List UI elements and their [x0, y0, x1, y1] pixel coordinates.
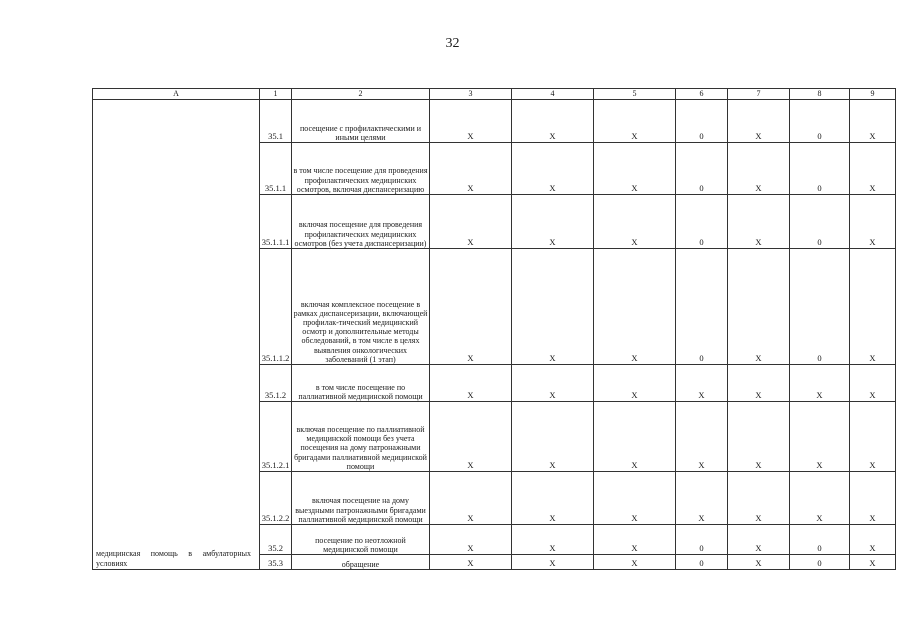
row-name: в том числе посещение для проведения профилактических медицинских осмотров, включая диспансеризацию — [292, 143, 430, 195]
column-header: А — [93, 89, 260, 100]
value-cell: Х — [430, 472, 512, 525]
value-cell: 0 — [790, 555, 850, 570]
value-cell: Х — [850, 195, 896, 249]
column-header: 2 — [292, 89, 430, 100]
value-cell: Х — [728, 365, 790, 402]
page-number: 32 — [445, 36, 460, 51]
row-code: 35.1.1 — [260, 143, 292, 195]
value-cell: Х — [728, 525, 790, 555]
value-cell: Х — [594, 249, 676, 365]
row-name: включая посещение для проведения профилактических медицинских осмотров (без учета диспансеризации) — [292, 195, 430, 249]
value-cell: Х — [512, 555, 594, 570]
value-cell: Х — [676, 365, 728, 402]
value-cell: Х — [594, 365, 676, 402]
value-cell: Х — [430, 555, 512, 570]
value-cell: Х — [594, 195, 676, 249]
value-cell: Х — [512, 525, 594, 555]
column-header: 5 — [594, 89, 676, 100]
row-name: включая посещение на дому выездными патронажными бригадами паллиативной медицинской помощи — [292, 472, 430, 525]
value-cell: Х — [594, 525, 676, 555]
column-header: 1 — [260, 89, 292, 100]
value-cell: 0 — [676, 195, 728, 249]
value-cell: Х — [728, 555, 790, 570]
value-cell: Х — [512, 143, 594, 195]
value-cell: Х — [850, 472, 896, 525]
value-cell: Х — [512, 100, 594, 143]
value-cell: Х — [850, 143, 896, 195]
row-code: 35.2 — [260, 525, 292, 555]
header-row — [93, 89, 896, 100]
row-name: включая комплексное посещение в рамках диспансеризации, включающей профилак-тический медицинский осмотр и дополнительные методы обследований, в том числе в целях выявления онкологических заболеваний (1 этап) — [292, 249, 430, 365]
column-header: 4 — [512, 89, 594, 100]
value-cell: Х — [594, 100, 676, 143]
value-cell: Х — [430, 100, 512, 143]
value-cell: Х — [430, 143, 512, 195]
column-header: 6 — [676, 89, 728, 100]
value-cell: 0 — [790, 100, 850, 143]
value-cell: Х — [850, 249, 896, 365]
section-label: медицинская помощь в амбулаторных условиях — [96, 549, 251, 568]
value-cell: 0 — [676, 249, 728, 365]
value-cell: 0 — [790, 143, 850, 195]
value-cell: Х — [728, 100, 790, 143]
row-name: включая посещение по паллиативной медицинской помощи без учета посещения на дому патронажными бригадами паллиативной медицинской помощи — [292, 402, 430, 472]
column-header: 3 — [430, 89, 512, 100]
value-cell: Х — [512, 195, 594, 249]
row-name: в том числе посещение по паллиативной медицинской помощи — [292, 365, 430, 402]
value-cell: 0 — [790, 525, 850, 555]
value-cell: 0 — [676, 525, 728, 555]
table-row — [93, 100, 896, 143]
value-cell: 0 — [676, 143, 728, 195]
value-cell: Х — [728, 195, 790, 249]
row-code: 35.1.2.1 — [260, 402, 292, 472]
data-table — [92, 88, 896, 570]
value-cell: Х — [594, 143, 676, 195]
row-name: обращение — [292, 555, 430, 570]
value-cell: Х — [728, 402, 790, 472]
row-name: посещение с профилактическими и иными целями — [292, 100, 430, 143]
value-cell: Х — [850, 365, 896, 402]
value-cell: 0 — [790, 249, 850, 365]
value-cell: Х — [594, 402, 676, 472]
column-header: 9 — [850, 89, 896, 100]
value-cell: Х — [728, 249, 790, 365]
value-cell: Х — [430, 402, 512, 472]
section-label-cell — [93, 100, 260, 570]
value-cell: Х — [790, 472, 850, 525]
value-cell: Х — [790, 365, 850, 402]
value-cell: Х — [850, 555, 896, 570]
value-cell: Х — [676, 402, 728, 472]
value-cell: 0 — [676, 100, 728, 143]
value-cell: Х — [594, 472, 676, 525]
row-code: 35.1.2.2 — [260, 472, 292, 525]
row-code: 35.1.1.2 — [260, 249, 292, 365]
value-cell: Х — [430, 525, 512, 555]
column-header: 7 — [728, 89, 790, 100]
value-cell: Х — [850, 402, 896, 472]
value-cell: Х — [512, 365, 594, 402]
row-code: 35.1.2 — [260, 365, 292, 402]
value-cell: Х — [512, 249, 594, 365]
row-name: посещение по неотложной медицинской помощи — [292, 525, 430, 555]
row-code: 35.1.1.1 — [260, 195, 292, 249]
column-header: 8 — [790, 89, 850, 100]
value-cell: Х — [512, 402, 594, 472]
value-cell: 0 — [790, 195, 850, 249]
value-cell: Х — [850, 525, 896, 555]
row-code: 35.1 — [260, 100, 292, 143]
value-cell: Х — [594, 555, 676, 570]
value-cell: Х — [512, 472, 594, 525]
value-cell: Х — [790, 402, 850, 472]
value-cell: Х — [430, 365, 512, 402]
value-cell: Х — [728, 143, 790, 195]
value-cell: Х — [728, 472, 790, 525]
value-cell: Х — [430, 249, 512, 365]
row-code: 35.3 — [260, 555, 292, 570]
value-cell: Х — [430, 195, 512, 249]
value-cell: 0 — [676, 555, 728, 570]
value-cell: Х — [676, 472, 728, 525]
value-cell: Х — [850, 100, 896, 143]
